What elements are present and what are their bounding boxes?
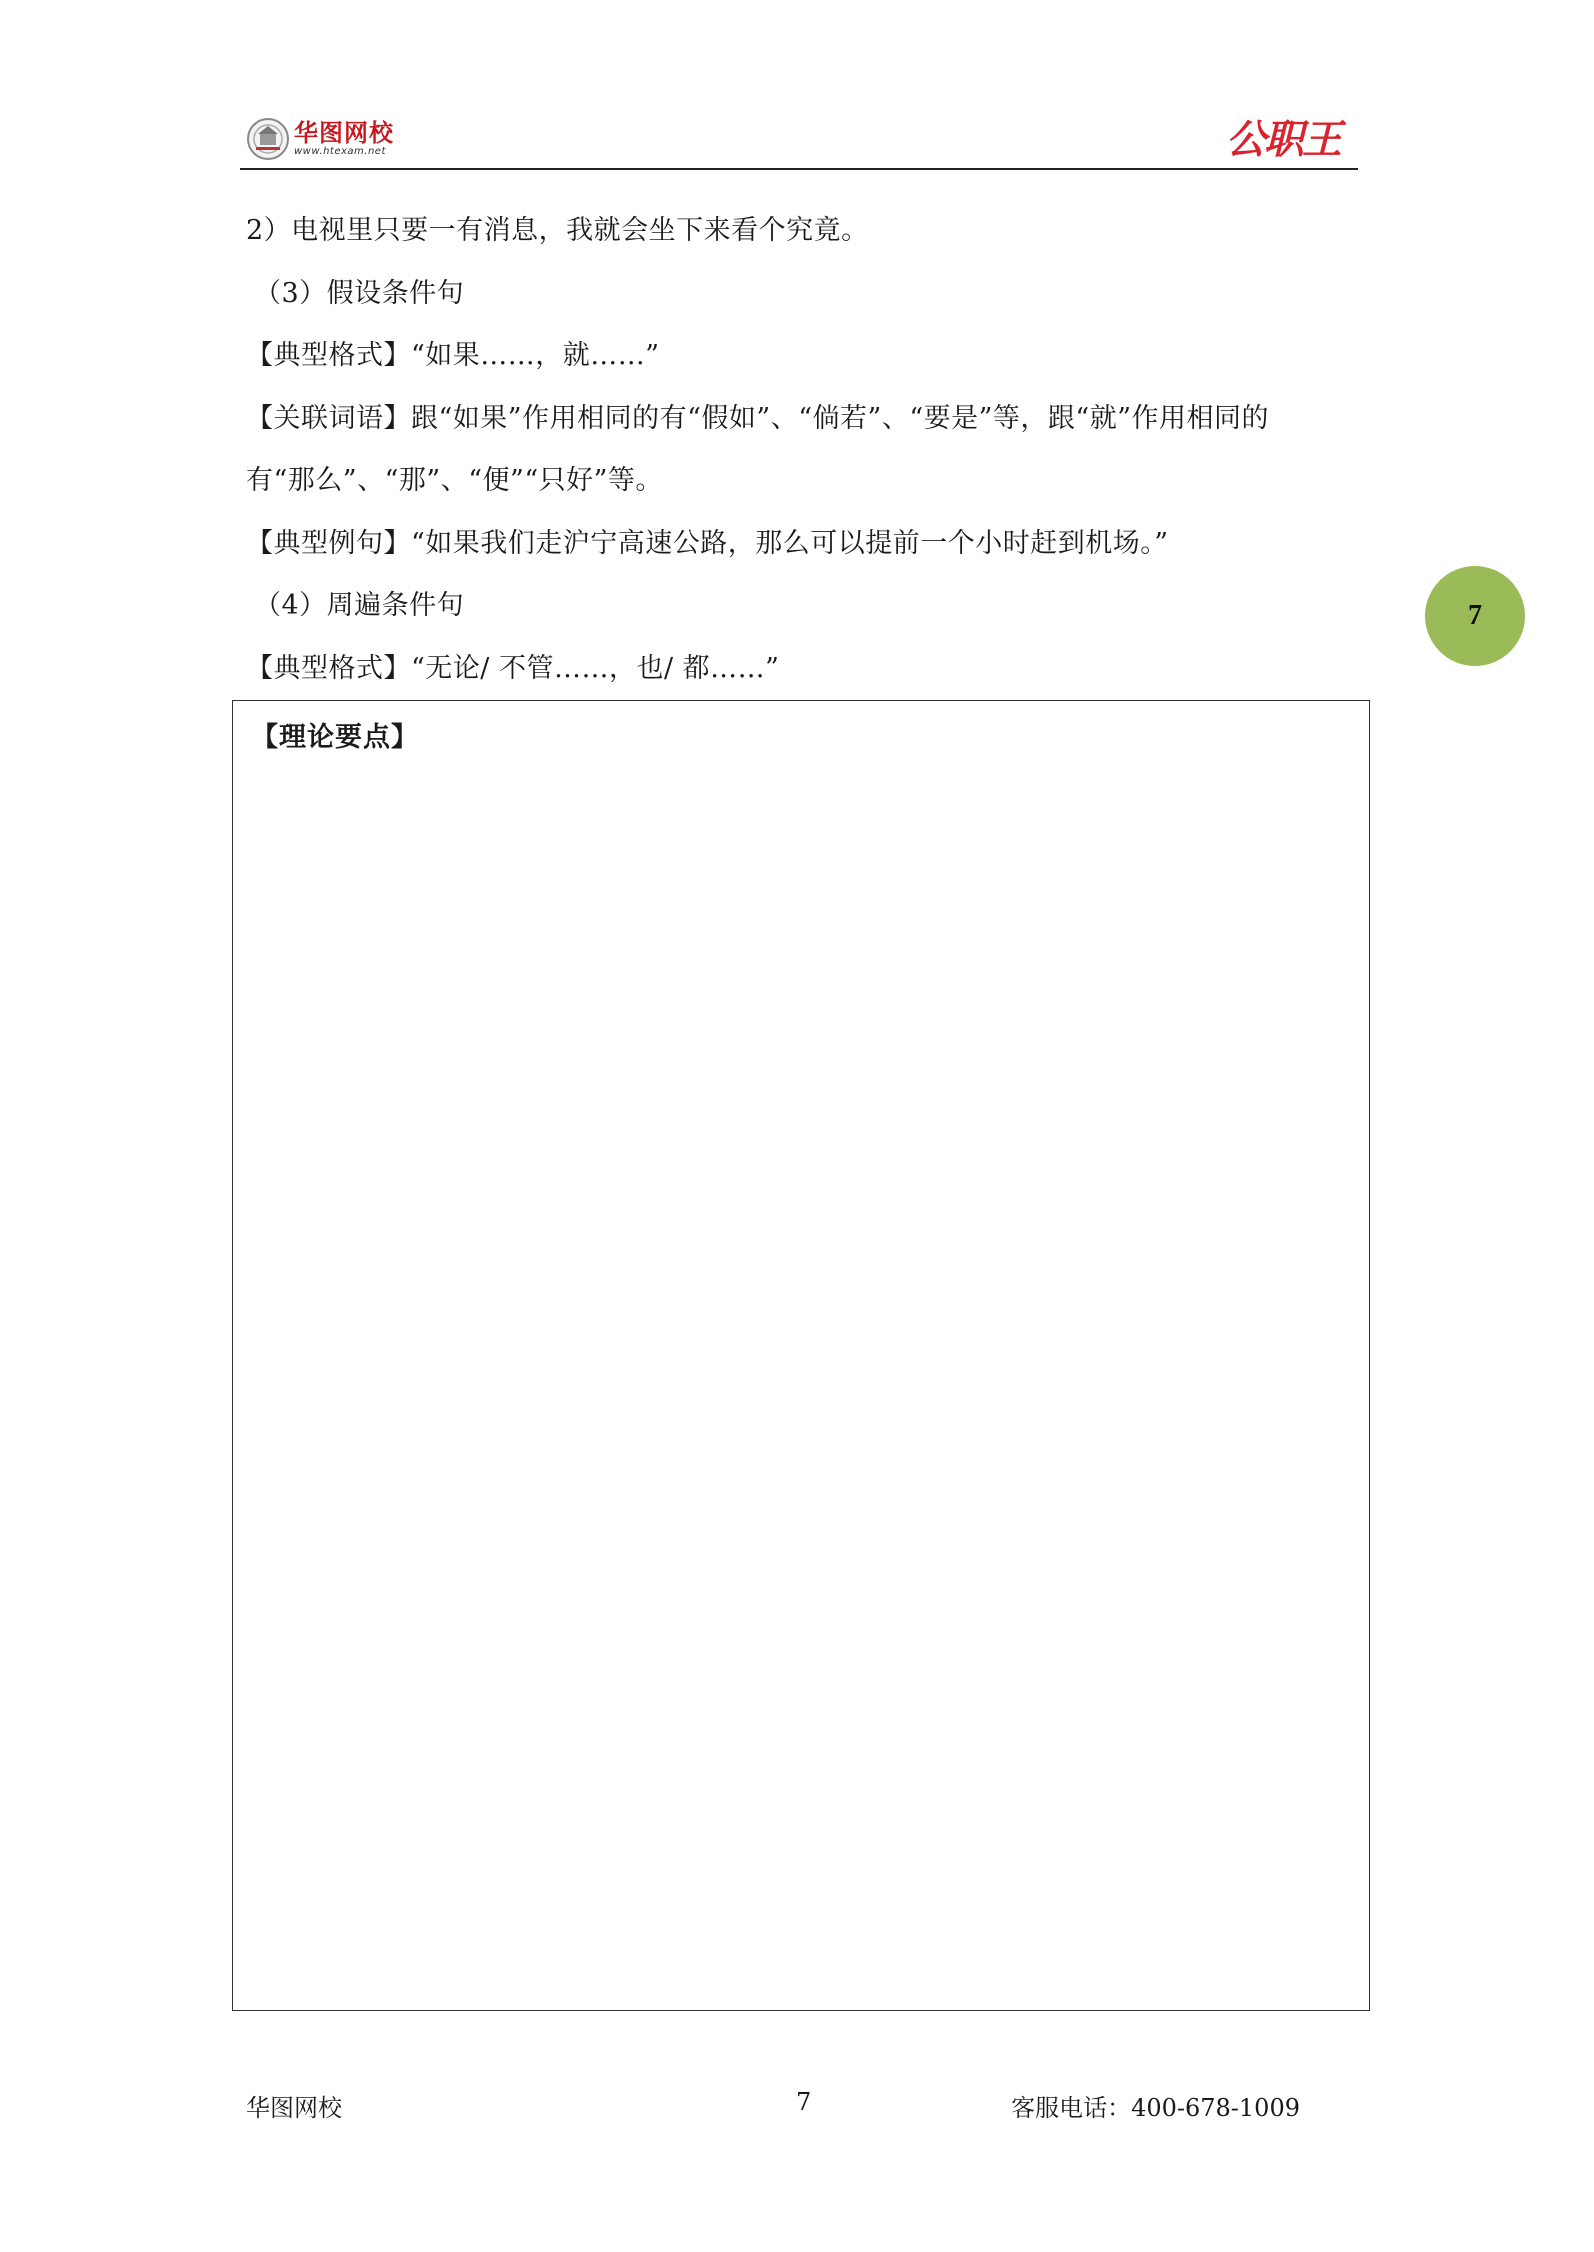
gongzhiwang-logo: 公职王 <box>1226 117 1340 163</box>
logo-url: www.htexam.net <box>294 146 386 157</box>
page-number-badge: 7 <box>1425 566 1525 666</box>
typical-format-line-2: 【典型格式】“无论/ 不管……，也/ 都……” <box>246 652 780 684</box>
school-emblem-icon <box>246 117 290 161</box>
related-words-continued: 有“那么”、“那”、“便”“只好”等。 <box>246 465 663 496</box>
footer-hotline: 客服电话：400-678-1009 <box>1011 2094 1300 2122</box>
logo-name: 华图网校 <box>294 119 394 147</box>
theory-box-title: 【理论要点】 <box>251 722 419 753</box>
footer-page-number: 7 <box>796 2088 812 2116</box>
typical-format-line: 【典型格式】“如果……，就……” <box>246 340 660 371</box>
page-header <box>240 110 1358 170</box>
section-heading-hypothetical: （3）假设条件句 <box>254 277 465 309</box>
example-sentence: 2）电视里只要一有消息，我就会坐下来看个究竟。 <box>246 215 869 246</box>
theory-notes-box <box>232 700 1370 2011</box>
huatu-logo <box>246 114 394 164</box>
page-footer <box>246 2088 1300 2124</box>
related-words-line: 【关联词语】跟“如果”作用相同的有“假如”、“倘若”、“要是”等，跟“就”作用相同的 <box>246 402 1270 434</box>
section-heading-universal: （4）周遍条件句 <box>254 590 465 621</box>
typical-example-line: 【典型例句】“如果我们走沪宁高速公路，那么可以提前一个小时赶到机场。” <box>246 527 1169 559</box>
page-content <box>246 200 1356 700</box>
footer-brand: 华图网校 <box>246 2094 342 2122</box>
